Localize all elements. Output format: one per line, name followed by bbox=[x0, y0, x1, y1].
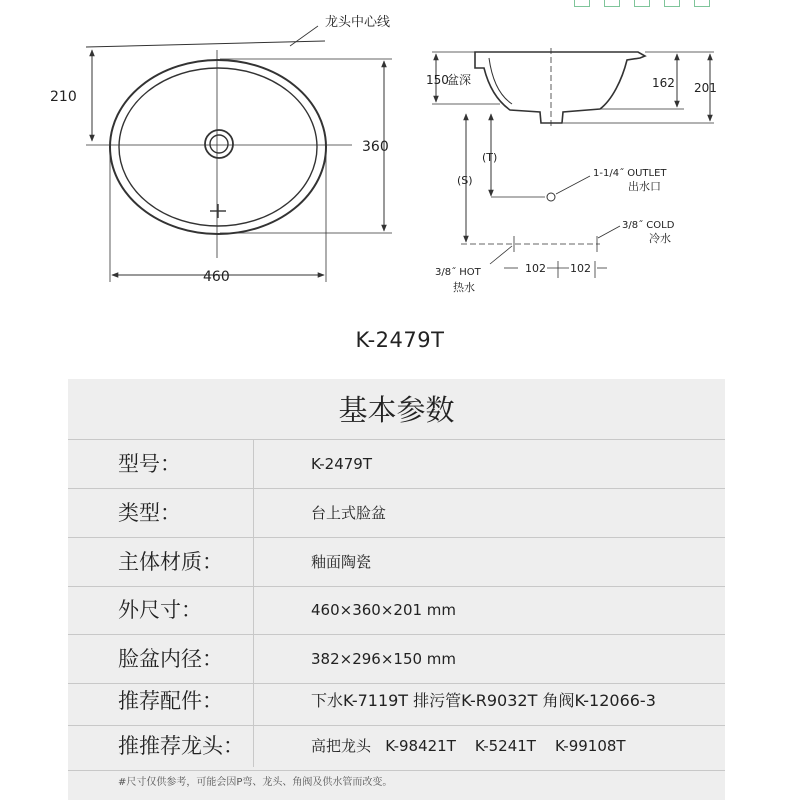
spec-row-model bbox=[68, 440, 725, 489]
spec-note: #尺寸仅供参考，可能会因P弯、龙头、角阀及供水管而改变。 bbox=[118, 777, 393, 788]
spec-value: 下水K-7119T 排污管K-R9032T 角阀K-12066-3 bbox=[311, 691, 656, 710]
cold-label: 3/8˝ COLD bbox=[622, 220, 675, 231]
outlet-label: 1-1/4˝ OUTLET bbox=[593, 168, 667, 179]
cold-cn-label: 冷水 bbox=[649, 232, 671, 245]
dim-201-label: 201 bbox=[694, 81, 717, 95]
spec-value: 382×296×150 mm bbox=[311, 650, 457, 668]
dim-102-left-label: 102 bbox=[525, 262, 546, 275]
spec-row-material bbox=[68, 538, 725, 587]
spec-value: 台上式脸盆 bbox=[311, 504, 387, 522]
spec-label: 推荐配件： bbox=[118, 689, 223, 713]
hot-leader bbox=[490, 246, 512, 264]
spec-value: K-2479T bbox=[311, 455, 373, 473]
spec-table-header: 基本参数 bbox=[68, 379, 725, 440]
model-title: K-2479T bbox=[355, 328, 445, 352]
dim-210-label: 210 bbox=[50, 89, 77, 105]
spec-label: 类型： bbox=[118, 501, 181, 525]
faucet-centerline bbox=[86, 41, 325, 47]
basin-inner-line bbox=[489, 58, 512, 104]
spec-label: 推推荐龙头： bbox=[118, 734, 244, 758]
spec-table bbox=[68, 379, 725, 800]
spec-label: 型号： bbox=[118, 452, 181, 476]
t-label: (T) bbox=[482, 151, 498, 164]
spec-row-type bbox=[68, 489, 725, 538]
drain-outer bbox=[205, 130, 233, 158]
dim-102-right-label: 102 bbox=[570, 262, 591, 275]
technical-drawing bbox=[0, 0, 800, 320]
spec-label: 主体材质： bbox=[118, 550, 223, 574]
hot-label: 3/8˝ HOT bbox=[435, 267, 481, 278]
spec-row-accessories bbox=[68, 677, 725, 726]
cold-leader bbox=[598, 226, 620, 238]
basin-inner-rim bbox=[119, 68, 317, 226]
spec-row-faucets bbox=[68, 722, 725, 771]
dim-162-label: 162 bbox=[652, 76, 675, 90]
dim-360-label: 360 bbox=[362, 139, 389, 155]
outlet-circle bbox=[547, 193, 555, 201]
s-label: (S) bbox=[457, 174, 473, 187]
spec-value: 高把龙头 K-98421T K-5241T K-99108T bbox=[311, 737, 626, 755]
spec-row-outer-size bbox=[68, 586, 725, 635]
drain-inner bbox=[210, 135, 228, 153]
leader-line bbox=[290, 26, 318, 46]
spec-value: 460×360×201 mm bbox=[311, 601, 457, 619]
hot-cn-label: 热水 bbox=[453, 281, 475, 294]
top-view bbox=[86, 26, 392, 282]
outlet-leader bbox=[556, 176, 590, 194]
spec-label: 脸盆内径： bbox=[118, 647, 223, 671]
spec-value: 釉面陶瓷 bbox=[311, 553, 372, 571]
basin-section-outline bbox=[475, 52, 645, 123]
basin-depth-label: 盆深 bbox=[447, 73, 472, 87]
dim-150-label: 150 bbox=[426, 73, 449, 87]
faucet-center-label: 龙头中心线 bbox=[325, 15, 391, 30]
outlet-cn-label: 出水口 bbox=[628, 180, 661, 193]
spec-label: 外尺寸： bbox=[118, 598, 202, 622]
dim-460-label: 460 bbox=[203, 269, 230, 285]
